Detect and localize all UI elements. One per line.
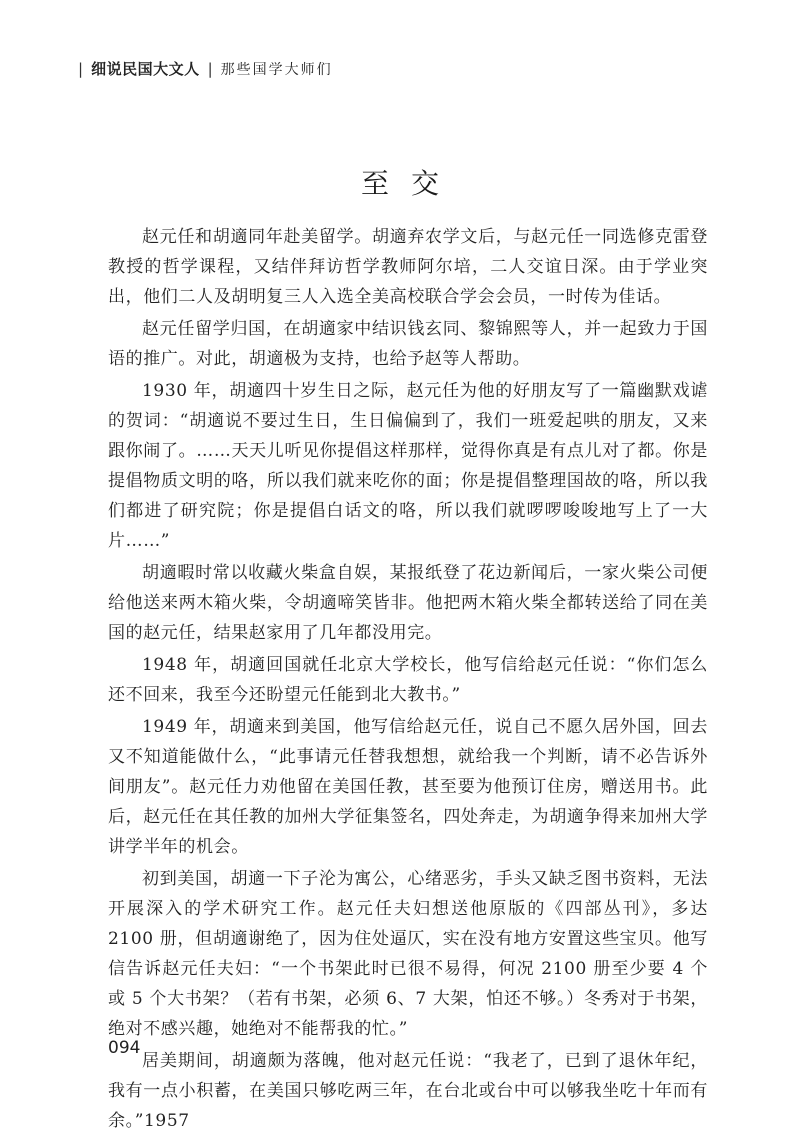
body-text	[108, 222, 708, 1138]
header-separator-middle: |	[207, 59, 213, 78]
header-separator-left: |	[78, 59, 84, 78]
paragraph: 1930 年，胡適四十岁生日之际，赵元任为他的好朋友写了一篇幽默戏谑的贺词：“胡適说不要过生日，生日偏偏到了，我们一班爱起哄的朋友，又来跟你闹了。……天天儿听见你提倡这样那样，觉得你真是有点儿对了都。你是提倡物质文明的咯，所以我们就来吃你的面；你是提倡整理国故的咯，所以我们都进了研究院；你是提倡白话文的咯，所以我们就啰啰唆唆地写上了一大片……”	[108, 381, 708, 551]
book-subtitle: 那些国学大师们	[220, 61, 333, 78]
paragraph: 胡適暇时常以收藏火柴盒自娱，某报纸登了花边新闻后，一家火柴公司便给他送来两木箱火柴，令胡適啼笑皆非。他把两木箱火柴全都转送给了同在美国的赵元任，结果赵家用了几年都没用完。	[108, 563, 708, 643]
paragraph: 居美期间，胡適颇为落魄，他对赵元任说：“我老了，已到了退休年纪，我有一点小积蓄，在美国只够吃两三年，在台北或台中可以够我坐吃十年而有余。”1957	[108, 1051, 708, 1131]
page-number: 094	[108, 1038, 141, 1058]
paragraph: 赵元任留学归国，在胡適家中结识钱玄同、黎锦熙等人，并一起致力于国语的推广。对此，胡適极为支持，也给予赵等人帮助。	[108, 319, 708, 369]
series-title: 细说民国大文人	[91, 60, 200, 78]
paragraph: 赵元任和胡適同年赴美留学。胡適弃农学文后，与赵元任一同选修克雷登教授的哲学课程，又结伴拜访哲学教师阿尔培，二人交谊日深。由于学业突出，他们二人及胡明复三人入选全美高校联合学会会员，一时传为佳话。	[108, 227, 708, 307]
paragraph: 1949 年，胡適来到美国，他写信给赵元任，说自己不愿久居外国，回去又不知道能做什么，“此事请元任替我想想，就给我一个判断，请不必告诉外间朋友”。赵元任力劝他留在美国任教，甚至要为他预订住房，赠送用书。此后，赵元任在其任教的加州大学征集签名，四处奔走，为胡適争得来加州大学讲学半年的机会。	[108, 717, 708, 857]
chapter-title: 至交	[360, 167, 461, 200]
paragraph: 初到美国，胡適一下子沦为寓公，心绪恶劣，手头又缺乏图书资料，无法开展深入的学术研究工作。赵元任夫妇想送他原版的《四部丛刊》，多达 2100 册，但胡適谢绝了，因为住处逼仄，实在没有地方安置这些宝贝。他写信告诉赵元任夫妇：“一个书架此时已很不易得，何况 2100 册至少要 4 个或 5 个大书架？（若有书架，必须 6、7 大架，怕还不够。）冬秀对于书架，绝对不感兴趣，她绝对不能帮我的忙。”	[108, 869, 708, 1039]
paragraph: 1948 年，胡適回国就任北京大学校长，他写信给赵元任说：“你们怎么还不回来，我至今还盼望元任能到北大教书。”	[108, 655, 708, 705]
running-header	[78, 58, 333, 79]
